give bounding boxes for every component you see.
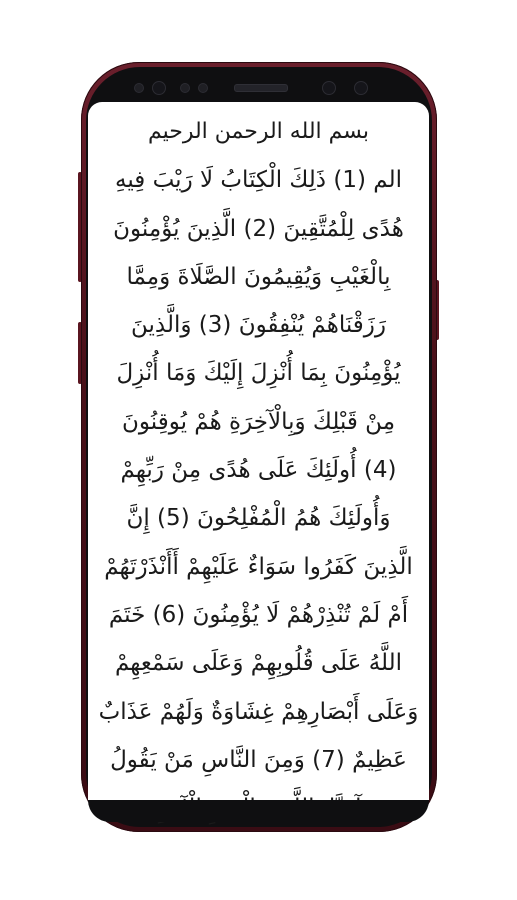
verse-line: وَأُولَئِكَ هُمُ الْمُفْلِحُونَ (5) إِنَّ [126,505,391,532]
proximity-sensor-icon [134,83,144,93]
phone-screen[interactable] [88,102,429,800]
iris-scanner-icon [152,81,166,95]
verse-line: مِنْ قَبْلِكَ وَبِالْآخِرَةِ هُمْ يُوقِنُونَ [121,408,396,435]
verse-line: الم (1) ذَلِكَ الْكِتَابُ لَا رَيْبَ فِيهِ [115,167,402,194]
earpiece-speaker [234,84,288,92]
bottom-bezel [88,800,429,822]
verse-line: بِالْغَيْبِ وَيُقِيمُونَ الصَّلَاةَ وَمِمَّا [126,263,391,290]
verse-line: وَعَلَى أَبْصَارِهِمْ غِشَاوَةٌ وَلَهُمْ عَذَابٌ [98,698,419,725]
verse-line: عَظِيمٌ (7) وَمِنَ النَّاسِ مَنْ يَقُولُ [110,746,407,773]
verse-line: اللَّهُ عَلَى قُلُوبِهِمْ وَعَلَى سَمْعِهِمْ [114,650,403,677]
verse-line: الَّذِينَ كَفَرُوا سَوَاءٌ عَلَيْهِمْ أَأَنْذَرْتَهُمْ [104,553,413,580]
quran-text-reader[interactable] [88,102,429,832]
sensor-bar [86,67,432,107]
verse-line: أَمْ لَمْ تُنْذِرْهُمْ لَا يُؤْمِنُونَ (6) خَتَمَ [108,601,409,628]
verse-line: هُدًى لِلْمُتَّقِينَ (2) الَّذِينَ يُؤْمِنُونَ [113,215,404,242]
verse-line: (4) أُولَئِكَ عَلَى هُدًى مِنْ رَبِّهِمْ [120,457,397,484]
verse-line: رَزَقْنَاهُمْ يُنْفِقُونَ (3) وَالَّذِينَ [131,312,386,339]
verse-line: يُؤْمِنُونَ بِمَا أُنْزِلَ إِلَيْكَ وَمَا أُنْزِلَ [116,360,401,387]
front-camera-icon [322,81,336,95]
sensor-dot-icon [180,83,190,93]
iris-camera-icon [354,81,368,95]
basmala-heading: بسم الله الرحمن الرحيم [147,119,370,144]
sensor-dot-icon [198,83,208,93]
